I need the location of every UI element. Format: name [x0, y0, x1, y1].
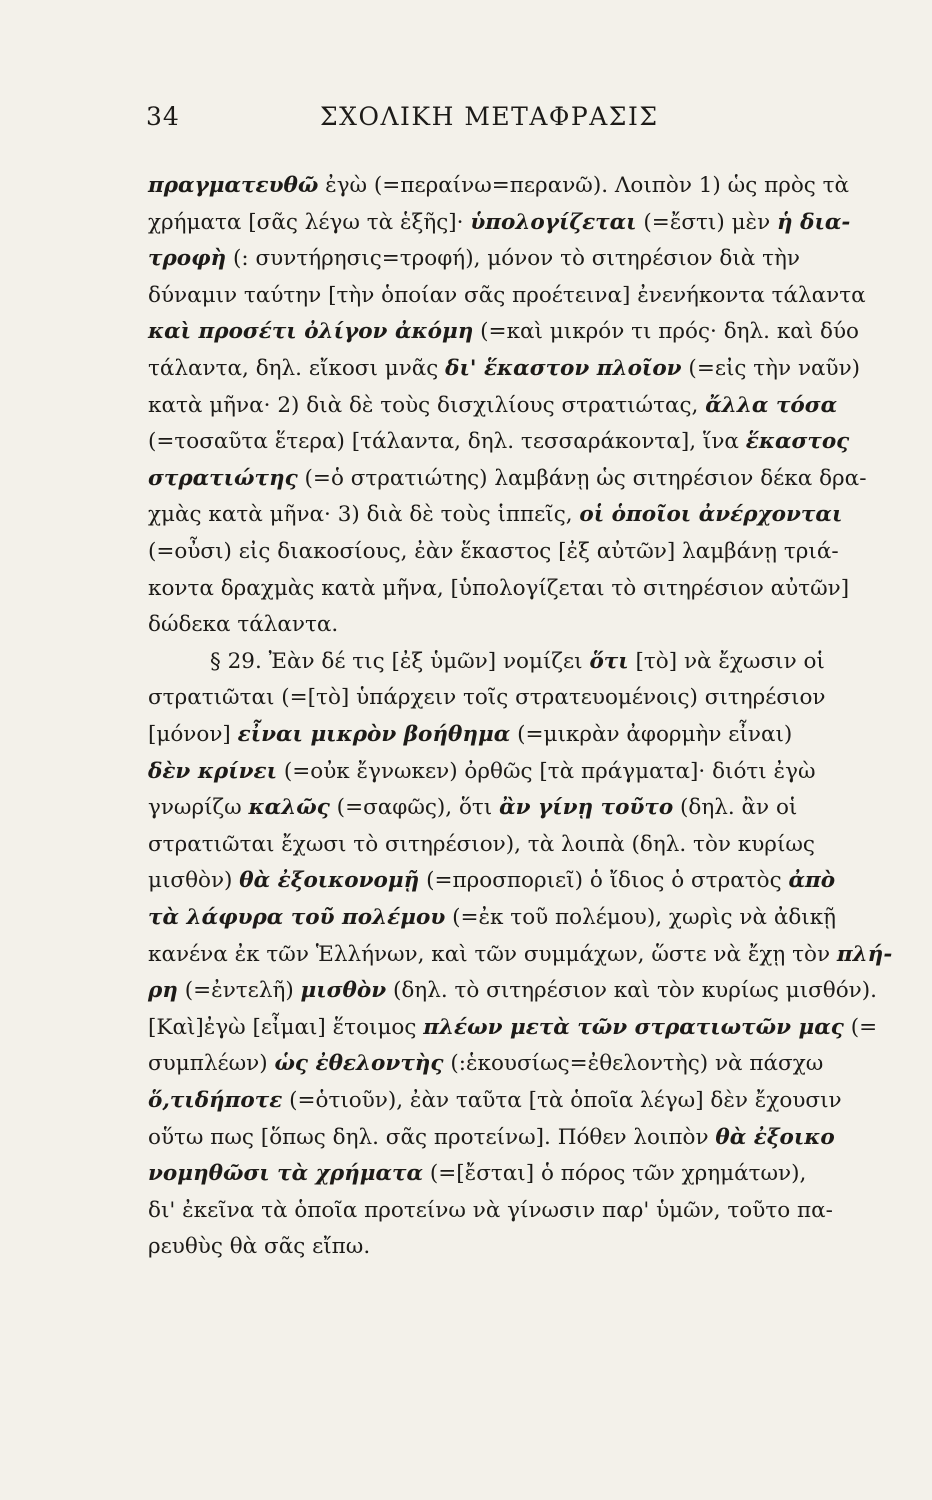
emphasized-term: ὅ,τιδήποτε — [148, 1088, 283, 1113]
emphasized-term: ἀπὸ — [788, 868, 836, 894]
line-text: (=εἰς τὴν ναῦν) — [681, 356, 861, 381]
line-text: [Καὶ]ἐγὼ [εἶμαι] ἕτοιμος — [148, 1014, 424, 1040]
text-line — [210, 644, 825, 680]
line-text: (=οὖσι) εἰς διακοσίους, ἐὰν ἕκαστος [ἐξ αὐτῶν] λαμβάνῃ τριά- — [148, 539, 839, 564]
line-text: δύναμιν ταύτην [τὴν ὁποίαν σᾶς προέτεινα] ἐνενήκοντα τάλαντα — [148, 282, 866, 308]
line-text: γνωρίζω — [148, 795, 249, 821]
text-line — [148, 314, 859, 350]
text-line — [148, 1120, 835, 1156]
text-line — [148, 461, 867, 497]
text-line — [148, 973, 877, 1009]
text-line — [148, 278, 866, 314]
emphasized-term: τὰ λάφυρα τοῦ πολέμου — [148, 905, 446, 930]
text-line — [148, 497, 843, 533]
text-line — [148, 827, 815, 863]
line-text: [μόνον] — [148, 722, 238, 747]
emphasized-term: εἶναι μικρὸν βοήθημα — [237, 722, 511, 747]
line-text: τάλαντα, δηλ. εἴκοσι μνᾶς — [148, 356, 446, 381]
emphasized-term: οἱ ὁποῖοι ἀνέρχονται — [579, 502, 843, 528]
line-text: (=[ἔσται] ὁ πόρος τῶν χρημάτων), — [423, 1161, 807, 1187]
emphasized-term: πλέων μετὰ τῶν στρατιωτῶν μας — [423, 1014, 844, 1040]
emphasized-term: μισθὸν — [300, 978, 387, 1004]
line-text: (=ὁ στρατιώτης) λαμβάνῃ ὡς σιτηρέσιον δέκα δρα- — [297, 465, 867, 491]
emphasized-term: στρατιώτης — [148, 465, 298, 491]
line-text: δι' ἐκεῖνα τὰ ὁποῖα προτείνω νὰ γίνωσιν παρ' ὑμῶν, τοῦτο πα- — [148, 1197, 833, 1223]
emphasized-term: ἂν γίνῃ τοῦτο — [499, 795, 674, 821]
text-line — [148, 1083, 842, 1119]
emphasized-term: πλή- — [836, 941, 893, 967]
text-line — [148, 754, 816, 790]
line-text: στρατιῶται ἔχωσι τὸ σιτηρέσιον), τὰ λοιπὰ (δηλ. τὸν κυρίως — [148, 831, 815, 857]
line-text: [τὸ] νὰ ἔχωσιν οἱ — [628, 648, 825, 674]
line-text: (=μικρὰν ἀφορμὴν εἶναι) — [510, 722, 793, 747]
text-line — [148, 1156, 807, 1192]
text-line — [148, 1046, 824, 1082]
emphasized-term: ὑπολογίζεται — [470, 209, 637, 235]
line-text: (=ἐντελῆ) — [177, 978, 301, 1004]
line-text: (=τοσαῦτα ἕτερα) [τάλαντα, δηλ. τεσσαράκοντα], ἵνα — [148, 429, 746, 455]
text-line — [148, 388, 838, 424]
emphasized-term: ἄλλα τόσα — [705, 392, 838, 418]
emphasized-term: θὰ ἐξοικο — [715, 1124, 835, 1150]
emphasized-term: καλῶς — [248, 795, 330, 821]
line-text: (δηλ. ἂν οἱ — [673, 795, 798, 821]
line-text: κανένα ἐκ τῶν Ἑλλήνων, καὶ τῶν συμμάχων, ὥστε νὰ ἔχῃ τὸν — [148, 941, 837, 967]
line-text: χμὰς κατὰ μῆνα· 3) διὰ δὲ τοὺς ἱππεῖς, — [148, 502, 580, 528]
text-line — [148, 241, 800, 277]
text-line — [148, 534, 839, 570]
emphasized-term: νομηθῶσι τὰ χρήματα — [148, 1161, 424, 1187]
line-text: (:ἑκουσίως=ἐθελοντὴς) νὰ πάσχω — [443, 1051, 824, 1077]
text-line — [148, 1010, 878, 1046]
line-text: κατὰ μῆνα· 2) διὰ δὲ τοὺς δισχιλίους στρατιώτας, — [148, 392, 706, 418]
line-text: συμπλέων) — [148, 1051, 275, 1077]
line-text: (=προσποριεῖ) ὁ ἴδιος ὁ στρατὸς — [419, 868, 789, 894]
text-line — [148, 424, 850, 460]
emphasized-term: ρη — [148, 978, 178, 1004]
emphasized-term: δι' ἕκαστον πλοῖον — [445, 356, 682, 381]
line-text: (=ὁτιοῦν), ἐὰν ταῦτα [τὰ ὁποῖα λέγω] δὲν ἔχουσιν — [282, 1088, 842, 1113]
text-line — [148, 571, 850, 607]
emphasized-term: πραγματευθῶ — [148, 173, 319, 198]
line-text: δώδεκα τάλαντα. — [148, 612, 339, 638]
emphasized-term: ἡ δια- — [777, 209, 851, 235]
emphasized-term: ὡς ἐθελοντὴς — [274, 1051, 444, 1077]
text-line — [148, 717, 793, 753]
line-text: (δηλ. τὸ σιτηρέσιον καὶ τὸν κυρίως μισθόν). — [386, 978, 877, 1004]
emphasized-term: θὰ ἐξοικονομῇ — [239, 868, 420, 894]
page-number: 34 — [146, 102, 180, 131]
line-text: κοντα δραχμὰς κατὰ μῆνα, [ὑπολογίζεται τὸ σιτηρέσιον αὐτῶν] — [148, 575, 850, 601]
line-text: στρατιῶται (=[τὸ] ὑπάρχειν τοῖς στρατευομένοις) σιτηρέσιον — [148, 685, 826, 711]
page-header — [0, 102, 932, 142]
text-line — [148, 607, 784, 643]
line-text: (=σαφῶς), ὅτι — [329, 795, 500, 821]
running-title: ΣΧΟΛΙΚΗ ΜΕΤΑΦΡΑΣΙΣ — [320, 102, 659, 131]
line-text: (=ἐκ τοῦ πολέμου), χωρὶς νὰ ἀδικῇ — [445, 905, 837, 930]
text-line — [148, 863, 836, 899]
text-line — [148, 1229, 784, 1265]
line-text: χρήματα [σᾶς λέγω τὰ ἑξῆς]· — [148, 209, 471, 235]
emphasized-term: ὅτι — [589, 648, 629, 674]
text-line — [148, 168, 850, 204]
line-text: (: συντήρησις=τροφή), μόνον τὸ σιτηρέσιον διὰ τὴν — [226, 246, 800, 272]
emphasized-term: καὶ προσέτι ὀλίγον ἀκόμη — [148, 319, 474, 345]
line-text: (=ἔστι) μὲν — [636, 209, 777, 235]
line-text: ἐγὼ (=περαίνω=περανῶ). Λοιπὸν 1) ὡς πρὸς τὰ — [318, 173, 850, 198]
line-text: οὕτω πως [ὅπως δηλ. σᾶς προτείνω]. Πόθεν λοιπὸν — [148, 1124, 716, 1150]
line-text: μισθὸν) — [148, 868, 240, 894]
line-text: (=καὶ μικρόν τι πρός· δηλ. καὶ δύο — [473, 319, 859, 345]
text-line — [148, 680, 826, 716]
emphasized-term: δὲν κρίνει — [148, 758, 278, 784]
emphasized-term: ἕκαστος — [745, 429, 850, 455]
line-text: ρευθὺς θὰ σᾶς εἴπω. — [148, 1234, 371, 1260]
text-line — [148, 1193, 833, 1229]
text-line — [148, 351, 861, 387]
line-text: § 29. Ἐὰν δέ τις [ἐξ ὑμῶν] νομίζει — [210, 648, 590, 674]
text-line — [148, 790, 798, 826]
text-line — [148, 937, 893, 973]
text-line — [148, 205, 851, 241]
line-text: (=οὐκ ἔγνωκεν) ὀρθῶς [τὰ πράγματα]· διότι ἐγὼ — [277, 758, 816, 784]
emphasized-term: τροφὴ — [148, 246, 227, 272]
text-line — [148, 900, 837, 936]
line-text: (= — [843, 1014, 878, 1040]
